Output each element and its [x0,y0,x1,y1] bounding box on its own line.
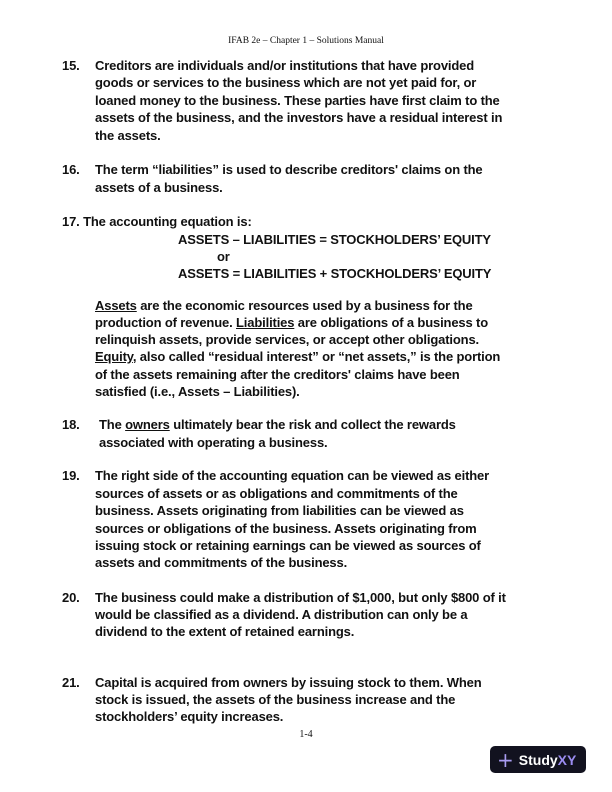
text-line [95,93,500,109]
item-number [62,417,80,433]
underlined-term: Assets [95,298,137,313]
text-line [95,367,460,383]
text-segment: 16. [62,162,80,177]
text-line [95,692,455,708]
text-segment: The right side of the accounting equation can be viewed as either [95,468,490,483]
text-segment: relinquish assets, provide services, or accept other obligations. [95,332,479,347]
text-line [95,75,476,91]
text-line [95,521,477,537]
text-line [95,675,482,691]
text-segment: associated with operating a business. [99,435,328,450]
underlined-term: Liabilities [236,315,295,330]
text-line [95,709,283,725]
text-segment: assets of the business, and the investors have a residual interest in [95,110,503,125]
text-segment: 20. [62,590,80,605]
text-line [99,417,456,433]
text-line [95,624,354,640]
text-line [95,590,506,606]
text-segment: ASSETS – LIABILITIES = STOCKHOLDERS’ EQUITY [178,232,491,247]
text-segment: stock is issued, the assets of the business increase and the [95,692,456,707]
text-line [95,555,347,571]
text-line [99,435,328,451]
text-segment: 17. The accounting equation is: [62,214,252,229]
text-line [95,332,479,348]
text-segment: of the assets remaining after the creditors' claims have been [95,367,460,382]
text-line [217,249,230,265]
text-line [62,214,252,230]
text-segment: sources or obligations of the business. Assets originating from [95,521,477,536]
text-segment: the assets. [95,128,161,143]
underlined-term: owners [125,417,170,432]
page-number: 1-4 [299,729,313,740]
item-number [62,468,80,484]
text-line [95,58,474,74]
studyxy-logo[interactable] [490,746,586,773]
text-segment: production of revenue. [95,315,237,330]
text-segment: 21. [62,675,80,690]
text-segment: Capital is acquired from owners by issuing stock to them. When [95,675,482,690]
text-line [95,180,223,196]
text-line [95,503,464,519]
text-segment: ultimately bear the risk and collect the rewards [169,417,456,432]
text-line [178,232,491,248]
text-segment: The business could make a distribution of $1,000, but only $800 of it [95,590,506,605]
text-line [95,486,458,502]
text-line [95,128,161,144]
text-segment: are the economic resources used by a business for the [136,298,473,313]
text-segment: Creditors are individuals and/or institutions that have provided [95,58,475,73]
text-segment: dividend to the extent of retained earnings. [95,624,355,639]
logo-text: Study [518,751,558,768]
text-segment: , also called “residual interest” or “net assets,” is the portion [132,349,501,364]
text-segment: stockholders’ equity increases. [95,709,284,724]
text-segment: 19. [62,468,80,483]
text-line [95,384,300,400]
text-line [95,607,467,623]
text-segment: satisfied (i.e., Assets – Liabilities). [95,384,300,399]
text-segment: would be classified as a dividend. A distribution can only be a [95,607,468,622]
logo-accent: XY [557,751,577,768]
text-segment: are obligations of a business to [294,315,489,330]
text-segment: issuing stock or retaining earnings can be viewed as sources of [95,538,481,553]
item-number [62,58,80,74]
item-number [62,590,80,606]
text-line [95,468,489,484]
text-line [95,298,473,314]
item-number [62,675,80,691]
text-segment: The [99,417,126,432]
text-segment: ASSETS = LIABILITIES + STOCKHOLDERS’ EQUITY [178,266,492,281]
text-line [95,110,502,126]
text-segment: business. Assets originating from liabilities can be viewed as [95,503,464,518]
text-segment: sources of assets or as obligations and commitments of the [95,486,458,501]
text-line [95,315,488,331]
text-segment: assets and commitments of the business. [95,555,348,570]
underlined-term: Equity [95,349,133,364]
text-segment: or [217,249,230,264]
text-line [178,266,491,282]
text-line [95,538,481,554]
plus-icon: + [497,747,514,772]
text-segment: The term “liabilities” is used to describe creditors' claims on the [95,162,483,177]
text-segment: assets of a business. [95,180,223,195]
running-header: IFAB 2e – Chapter 1 – Solutions Manual [228,36,384,46]
text-line [95,349,500,365]
text-segment: goods or services to the business which are not yet paid for, or [95,75,477,90]
item-number [62,162,80,178]
text-line [95,162,483,178]
text-segment: 18. [62,417,80,432]
text-segment: loaned money to the business. These parties have first claim to the [95,93,500,108]
text-segment: 15. [62,58,80,73]
